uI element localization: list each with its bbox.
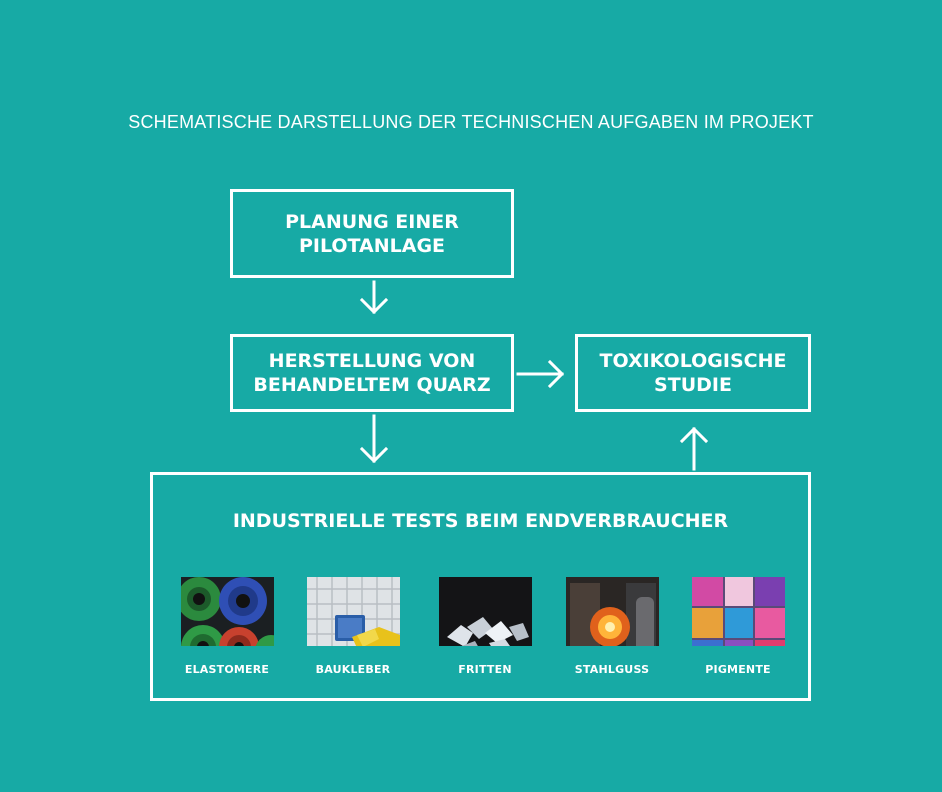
baukleber-label: BAUKLEBER	[315, 663, 391, 676]
box-herstellung-quarz: HERSTELLUNG VON BEHANDELTEM QUARZ	[230, 334, 514, 412]
arrow-industrie-to-tox	[682, 429, 706, 469]
elastomere-label: ELASTOMERE	[184, 663, 270, 676]
industrielle-tests-heading: INDUSTRIELLE TESTS BEIM ENDVERBRAUCHER	[232, 510, 729, 532]
arrow-herstellung-to-tox	[518, 362, 562, 386]
fritten-label: FRITTEN	[458, 663, 512, 676]
diagram-title: SCHEMATISCHE DARSTELLUNG DER TECHNISCHEN AUFGABEN IM PROJEKT	[128, 112, 814, 132]
arrow-herstellung-to-industrie	[362, 416, 386, 461]
box-planung-pilotanlage: PLANUNG EINER PILOTANLAGE	[230, 189, 514, 278]
stahlguss-label: STAHLGUSS	[574, 663, 650, 676]
box-toxikologische-studie: TOXIKOLOGISCHE STUDIE	[575, 334, 811, 412]
pigmente-label: PIGMENTE	[705, 663, 771, 676]
arrow-planung-to-herstellung	[362, 282, 386, 312]
